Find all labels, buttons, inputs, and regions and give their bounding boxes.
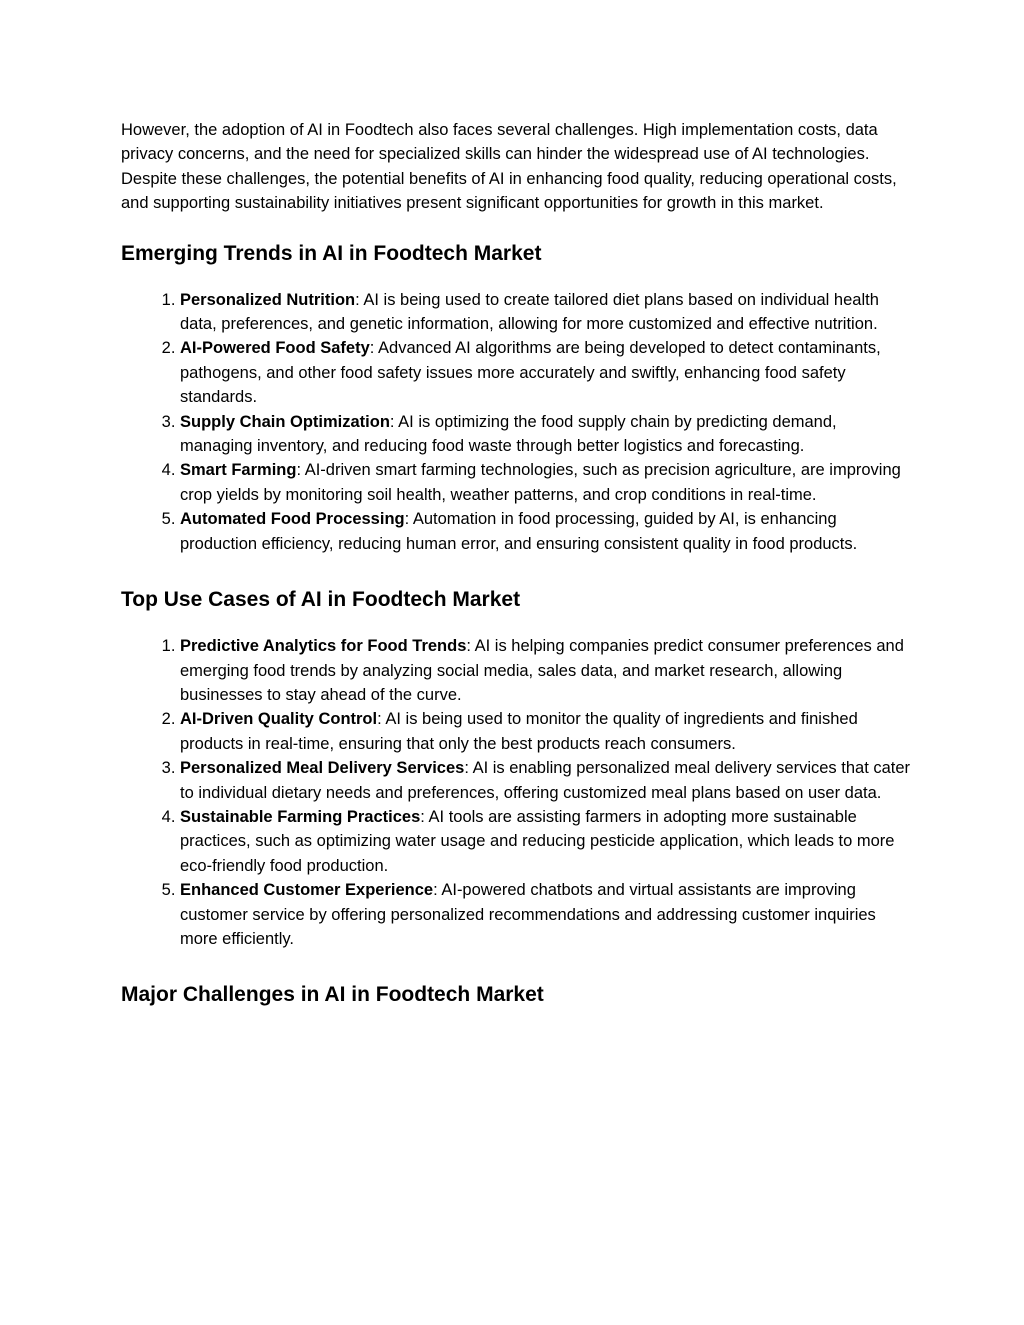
use-cases-list: [121, 634, 911, 951]
list-item-title: Supply Chain Optimization: [180, 412, 390, 431]
list-item: [180, 507, 911, 556]
list-item-title: Automated Food Processing: [180, 510, 405, 529]
list-item-title: AI-Powered Food Safety: [180, 339, 370, 358]
list-item-text: : AI is helping companies predict consumer preferences and emerging food trends by analyzing social media, sales data, and market research, allowing businesses to stay ahead of the curve.: [180, 637, 904, 704]
list-item-title: Personalized Meal Delivery Services: [180, 759, 465, 778]
heading-major-challenges: Major Challenges in AI in Foodtech Market: [121, 983, 544, 1007]
list-item: [180, 288, 911, 337]
intro-paragraph: However, the adoption of AI in Foodtech also faces several challenges. High implementation costs, data privacy concerns, and the need for specialized skills can hinder the widespread use of AI technologies. Despite these challenges, the potential benefits of AI in enhancing food quality, reducing operational costs, and supporting sustainability initiatives present significant opportunities for growth in this market.: [121, 121, 897, 213]
list-item-title: Predictive Analytics for Food Trends: [180, 637, 467, 656]
list-item-text: : Automation in food processing, guided by AI, is enhancing production efficiency, reducing human error, and ensuring consistent quality in food products.: [180, 510, 858, 553]
list-item: [180, 634, 911, 707]
list-item: [180, 336, 911, 409]
list-item-title: Personalized Nutrition: [180, 290, 356, 309]
list-item-text: : AI is being used to monitor the quality of ingredients and finished products in real-time, ensuring that only the best products reach consumers.: [180, 710, 858, 753]
list-item-title: Enhanced Customer Experience: [180, 881, 434, 900]
list-item-text: : AI is being used to create tailored diet plans based on individual health data, preferences, and genetic information, allowing for more customized and effective nutrition.: [180, 290, 879, 334]
list-item: [180, 707, 911, 756]
list-item: [180, 878, 911, 951]
list-item: [180, 756, 911, 805]
list-item: [180, 410, 911, 459]
emerging-trends-list: [121, 288, 911, 556]
list-item-text: : AI-driven smart farming technologies, such as precision agriculture, are improving crop yields by monitoring soil health, weather patterns, and crop conditions in real-time.: [180, 461, 901, 504]
list-item-title: Smart Farming: [180, 461, 297, 480]
list-item-title: Sustainable Farming Practices: [180, 807, 421, 826]
list-item: [180, 805, 911, 878]
heading-top-use-cases: Top Use Cases of AI in Foodtech Market: [121, 588, 521, 612]
list-item-text: : AI tools are assisting farmers in adopting more sustainable practices, such as optimizing water usage and reducing pesticide application, which leads to more eco-friendly food production.: [180, 807, 895, 875]
list-item-text: : Advanced AI algorithms are being developed to detect contaminants, pathogens, and other food safety issues more accurately and swiftly, enhancing food safety standards.: [180, 339, 881, 407]
list-item-text: : AI is enabling personalized meal delivery services that cater to individual dietary needs and preferences, offering customized meal plans based on user data.: [180, 759, 911, 802]
heading-emerging-trends: Emerging Trends in AI in Foodtech Market: [121, 241, 542, 265]
list-item-text: : AI-powered chatbots and virtual assistants are improving customer service by offering personalized recommendations and addressing customer inquiries more efficiently.: [180, 881, 876, 948]
list-item-title: AI-Driven Quality Control: [180, 710, 378, 729]
list-item-text: : AI is optimizing the food supply chain by predicting demand, managing inventory, and reducing food waste through better logistics and forecasting.: [180, 412, 837, 456]
list-item: [180, 458, 911, 507]
document-page: [121, 118, 911, 1009]
